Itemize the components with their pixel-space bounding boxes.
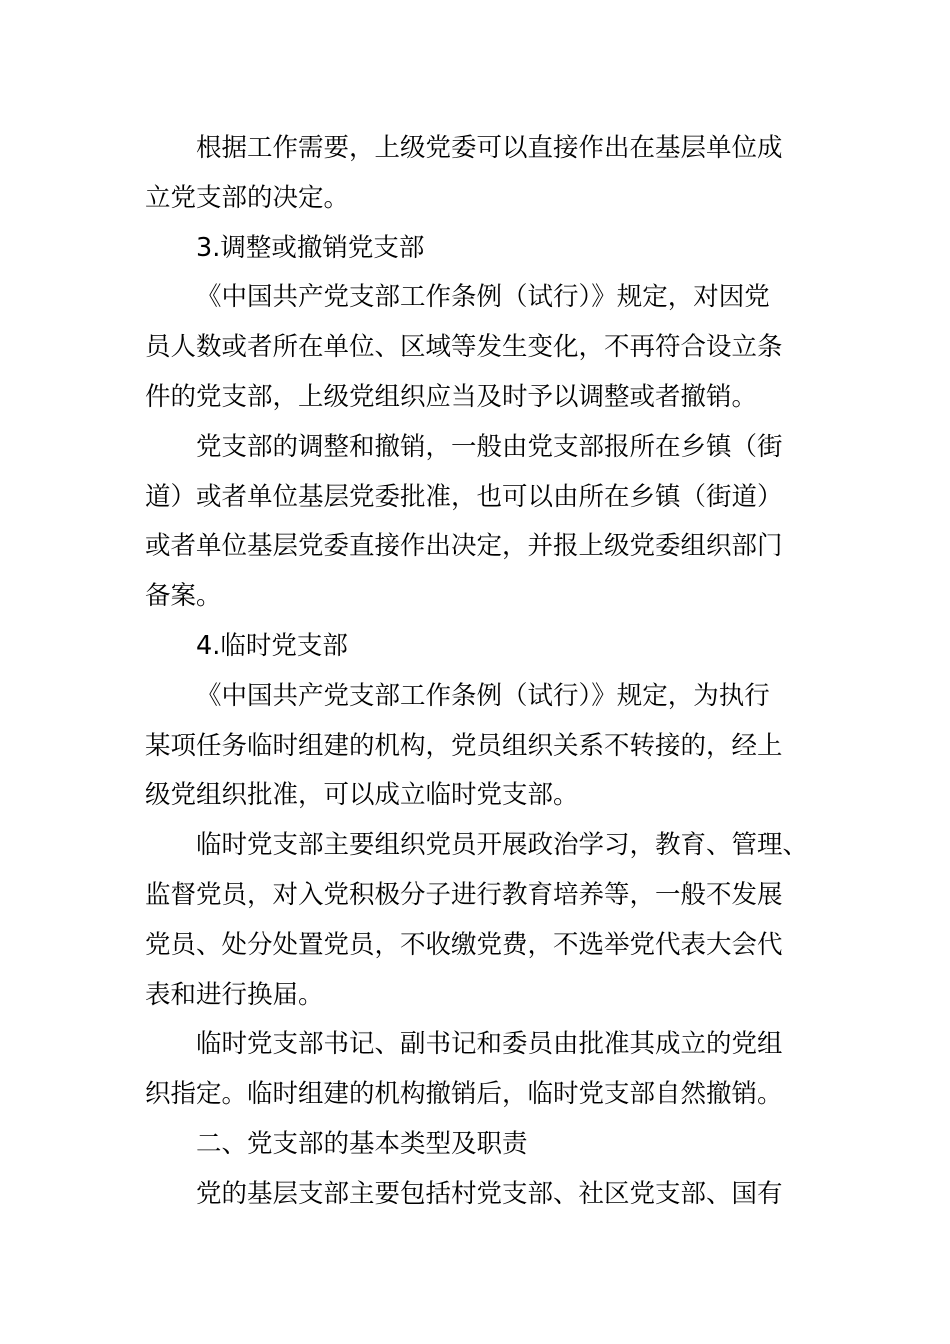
section-heading: 二、党支部的基本类型及职责 — [196, 1128, 528, 1159]
text-line: 临时党支部主要组织党员开展政治学习，教育、管理、 — [196, 830, 809, 861]
text-line: 监督党员，对入党积极分子进行教育培养等，一般不发展 — [145, 879, 783, 910]
text-line: 级党组织批准，可以成立临时党支部。 — [145, 780, 579, 811]
text-line: 《中国共产党支部工作条例（试行）》规定，为执行 — [196, 680, 770, 711]
text-line: 根据工作需要，上级党委可以直接作出在基层单位成 — [196, 133, 783, 163]
document-body — [145, 124, 810, 1220]
text-line: 临时党支部书记、副书记和委员由批准其成立的党组 — [196, 1029, 783, 1060]
text-line: 员人数或者所在单位、区域等发生变化，不再符合设立条 — [145, 332, 783, 363]
heading-adjust-or-revoke — [145, 224, 810, 274]
text-line: 《中国共产党支部工作条例（试行）》规定，对因党 — [196, 282, 770, 313]
text-line: 或者单位基层党委直接作出决定，并报上级党委组织部门 — [145, 531, 783, 562]
paragraph-temporary-duties — [145, 821, 810, 1020]
paragraph-basic-types — [145, 1170, 810, 1220]
text-line: 织指定。临时组建的机构撤销后，临时党支部自然撤销。 — [145, 1079, 783, 1110]
paragraph-regulation-adjust — [145, 273, 810, 422]
text-line: 立党支部的决定。 — [145, 182, 350, 213]
heading-basic-types — [145, 1120, 810, 1170]
text-line: 党员、处分处置党员，不收缴党费，不选举党代表大会代 — [145, 929, 783, 960]
text-line: 某项任务临时组建的机构，党员组织关系不转接的，经上 — [145, 730, 783, 761]
text-line: 道）或者单位基层党委批准，也可以由所在乡镇（街道） — [145, 481, 783, 512]
section-heading: 4.临时党支部 — [196, 630, 348, 661]
paragraph-direct-establishment — [145, 124, 810, 224]
paragraph-temporary-leadership — [145, 1020, 810, 1120]
text-line: 党的基层支部主要包括村党支部、社区党支部、国有 — [196, 1178, 783, 1209]
text-line: 备案。 — [145, 581, 222, 612]
text-line: 党支部的调整和撤销，一般由党支部报所在乡镇（街 — [196, 431, 783, 462]
paragraph-adjust-procedure — [145, 423, 810, 622]
text-line: 件的党支部，上级党组织应当及时予以调整或者撤销。 — [145, 381, 758, 412]
section-heading: 3.调整或撤销党支部 — [196, 232, 425, 263]
paragraph-regulation-temporary — [145, 672, 810, 821]
heading-temporary-branch — [145, 622, 810, 672]
text-line: 表和进行换届。 — [145, 979, 324, 1010]
